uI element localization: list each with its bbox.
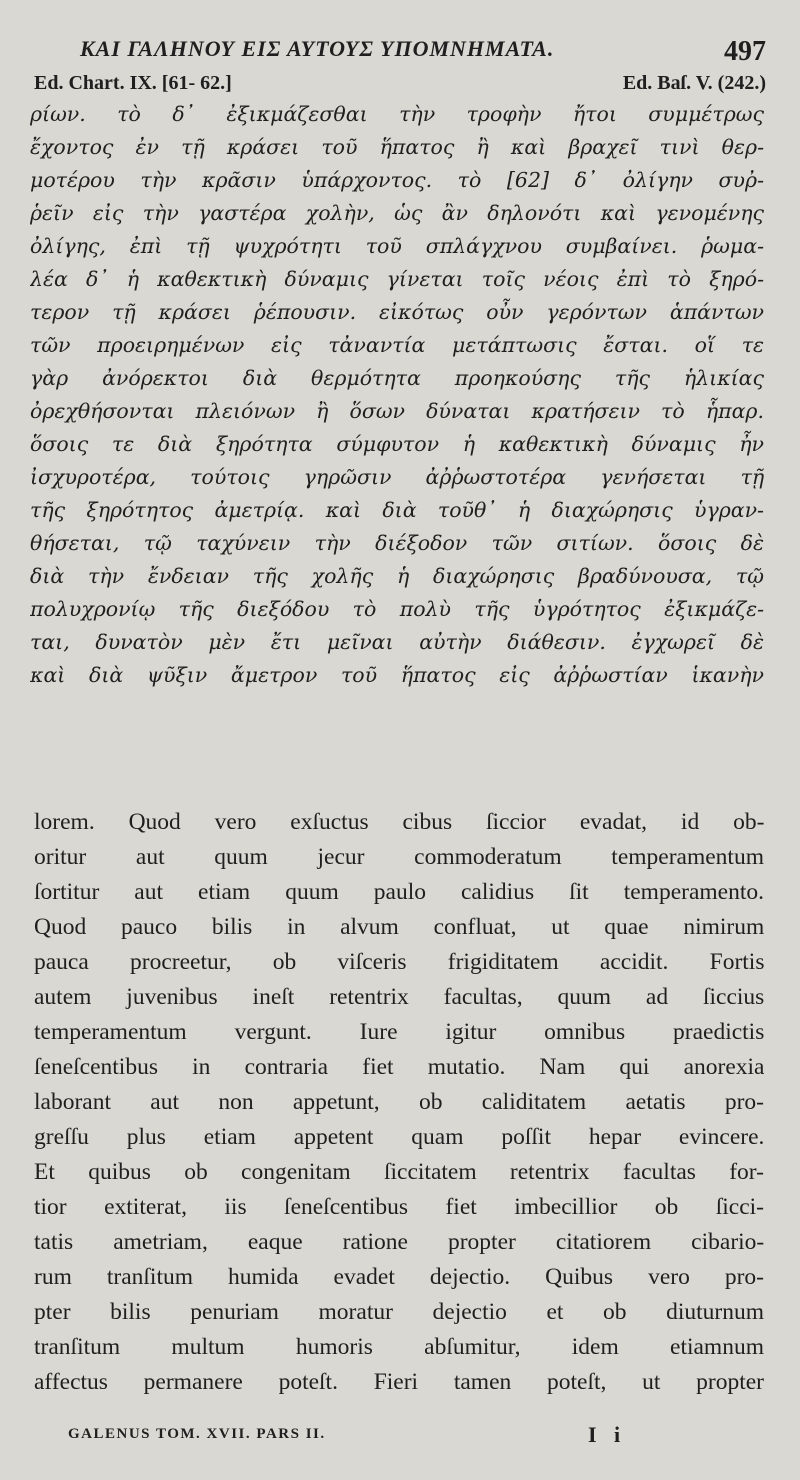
page-number: 497 bbox=[724, 36, 766, 67]
latin-text-line: ſeneſcentibus in contraria fiet mutatio. Nam qui anorexia bbox=[34, 1054, 764, 1080]
greek-text-line: ται, δυνατὸν μὲν ἔτι μεῖναι αὐτὴν διάθεσιν. ἐγχωρεῖ δὲ bbox=[30, 630, 764, 654]
page-header bbox=[30, 28, 770, 72]
latin-text-line: pauca procreetur, ob viſceris frigiditatem accidit. Fortis bbox=[34, 949, 764, 975]
latin-text-block bbox=[34, 805, 764, 1400]
greek-text-line: τῶν προειρημένων εἰς τἀναντία μετάπτωσις ἔσται. οἵ τε bbox=[30, 333, 764, 357]
greek-text-line: διὰ τὴν ἔνδειαν τῆς χολῆς ἡ διαχώρησις βραδύνουσα, τῷ bbox=[30, 564, 764, 588]
latin-text-line: temperamentum vergunt. Iure igitur omnibus praedictis bbox=[34, 1019, 764, 1045]
latin-text-line: tior extiterat, iis ſeneſcentibus fiet imbecillior ob ſicci- bbox=[34, 1194, 764, 1220]
edition-basel-reference: Ed. Baſ. V. (242.) bbox=[622, 72, 766, 94]
sheet-mark: I i bbox=[588, 1422, 627, 1447]
greek-text-line: ρίων. τὸ δ᾽ ἐξικμάζεσθαι τὴν τροφὴν ἤτοι συμμέτρως bbox=[30, 102, 764, 126]
page-footer bbox=[68, 1422, 760, 1452]
greek-text-line: ἰσχυροτέρα, τούτοις γηρῶσιν ἀῤῥωστοτέρα γενήσεται τῇ bbox=[30, 465, 764, 489]
greek-text-line: ὀρεχθήσονται πλειόνων ἢ ὅσων δύναται κρατήσειν τὸ ἧπαρ. bbox=[30, 399, 764, 423]
latin-text-line: oritur aut quum jecur commoderatum temperamentum bbox=[34, 844, 764, 870]
latin-text-line: lorem. Quod vero exſuctus cibus ſiccior evadat, id ob- bbox=[34, 809, 764, 835]
greek-text-line: τῆς ξηρότητος ἀμετρίᾳ. καὶ διὰ τοῦθ᾽ ἡ διαχώρησις ὑγραν- bbox=[30, 498, 764, 522]
greek-text-line: ῥεῖν εἰς τὴν γαστέρα χολὴν, ὡς ἂν δηλονότι καὶ γενομένης bbox=[30, 201, 764, 225]
greek-text-block bbox=[30, 98, 764, 692]
latin-text-line: Quod pauco bilis in alvum confluat, ut quae nimirum bbox=[34, 914, 764, 940]
latin-text-line: ſortitur aut etiam quum paulo calidius ſit temperamento. bbox=[34, 879, 764, 905]
greek-text-line: ὀλίγης, ἐπὶ τῇ ψυχρότητι τοῦ σπλάγχνου συμβαίνει. ῥωμα- bbox=[30, 234, 764, 258]
latin-text-line: tatis ametriam, eaque ratione propter citatiorem cibario- bbox=[34, 1229, 764, 1255]
greek-text-line: γὰρ ἀνόρεκτοι διὰ θερμότητα προηκούσης τῆς ἡλικίας bbox=[30, 366, 764, 390]
latin-text-line: tranſitum multum humoris abſumitur, idem etiamnum bbox=[34, 1334, 764, 1360]
latin-text-line: Et quibus ob congenitam ſiccitatem retentrix facultas for- bbox=[34, 1159, 764, 1185]
greek-text-line: καὶ διὰ ψῦξιν ἄμετρον τοῦ ἥπατος εἰς ἀῤῥωστίαν ἱκανὴν bbox=[30, 663, 764, 687]
latin-text-line: autem juvenibus ineſt retentrix facultas, quum ad ſiccius bbox=[34, 984, 764, 1010]
edition-chartier-reference: Ed. Chart. IX. [61- 62.] bbox=[34, 72, 232, 94]
greek-text-line: ὅσοις τε διὰ ξηρότητα σύμφυτον ἡ καθεκτικὴ δύναμις ἦν bbox=[30, 432, 764, 456]
latin-text-line: affectus permanere poteſt. Fieri tamen poteſt, ut propter bbox=[34, 1369, 764, 1395]
greek-text-line: πολυχρονίῳ τῆς διεξόδου τὸ πολὺ τῆς ὑγρότητος ἐξικμάζε- bbox=[30, 597, 764, 621]
volume-signature: GALENUS TOM. XVII. PARS II. bbox=[68, 1426, 326, 1442]
greek-text-line: μοτέρου τὴν κρᾶσιν ὑπάρχοντος. τὸ [62] δ᾽ ὀλίγην συῤ- bbox=[30, 168, 764, 192]
running-title: ΚΑΙ ΓΑΛΗΝΟΥ ΕΙΣ ΑΥΤΟΥΣ ΥΠΟΜΝΗΜΑΤΑ. bbox=[80, 36, 555, 61]
greek-text-line: ἔχοντος ἐν τῇ κράσει τοῦ ἥπατος ἢ καὶ βραχεῖ τινὶ θερ- bbox=[30, 135, 764, 159]
greek-text-line: θήσεται, τῷ ταχύνειν τὴν διέξοδον τῶν σιτίων. ὅσοις δὲ bbox=[30, 531, 764, 555]
latin-text-line: laborant aut non appetunt, ob caliditatem aetatis pro- bbox=[34, 1089, 764, 1115]
edition-reference-line bbox=[34, 72, 766, 98]
greek-text-line: τερον τῇ κράσει ῥέπουσιν. εἰκότως οὖν γερόντων ἁπάντων bbox=[30, 300, 764, 324]
latin-text-line: greſſu plus etiam appetent quam poſſit hepar evincere. bbox=[34, 1124, 764, 1150]
latin-text-line: rum tranſitum humida evadet dejectio. Quibus vero pro- bbox=[34, 1264, 764, 1290]
greek-text-line: λέα δ᾽ ἡ καθεκτικὴ δύναμις γίνεται τοῖς νέοις ἐπὶ τὸ ξηρό- bbox=[30, 267, 764, 291]
latin-text-line: pter bilis penuriam moratur dejectio et ob diuturnum bbox=[34, 1299, 764, 1325]
